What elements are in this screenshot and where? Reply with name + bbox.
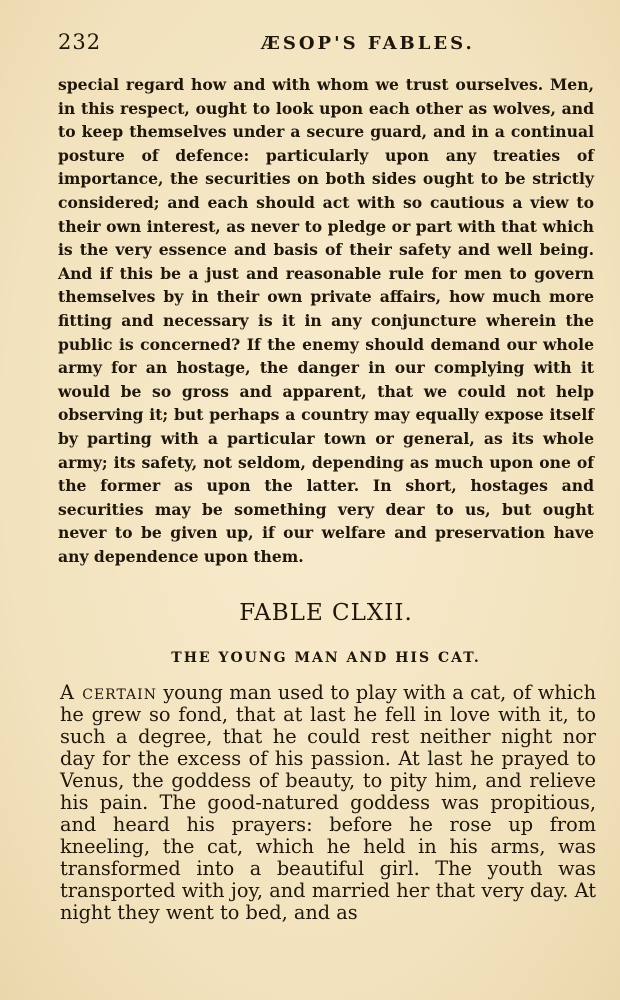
running-title: ÆSOP'S FABLES. bbox=[261, 33, 475, 54]
moral-paragraph: special regard how and with whom we trust ourselves. Men, in this respect, ought to look upon each other as wolves, and to keep themselves under a secure guard, and in a continual posture of defence: particularly upon any treaties of importance, the securities on both sides ought to be strictly considered; and each should act with so cautious a view to their own interest, as never to pledge or part with that which is the very essence and basis of their safety and well being. And if this be a just and reasonable rule for men to govern themselves by in their own private affairs, how much more fitting and necessary is it in any conjuncture wherein the public is concerned? If the enemy should demand our whole army for an hostage, the danger in our complying with it would be so gross and apparent, that we could not help observing it; but perhaps a country may equally expose itself by parting with a particular town or general, as its whole army; its safety, not seldom, depending as much upon one of the former as upon the latter. In short, hostages and securities may be something very dear to us, but ought never to be given up, if our welfare and preservation have any dependence upon them. bbox=[58, 75, 594, 566]
page-number: 232 bbox=[58, 30, 102, 54]
page-header bbox=[58, 30, 598, 60]
fable-body-text: young man used to play with a cat, of which he grew so fond, that at last he fell in love with it, to such a degree, that he could rest neither night nor day for the excess of his passion. At last he prayed to Venus, the goddess of beauty, to pity him, and relieve his pain. The good-natured goddess was propitious, and heard his prayers: before he rose up from kneeling, the cat, which he held in his arms, was transformed into a beautiful girl. The youth was transported with joy, and married her that very day. At night they went to bed, and as bbox=[60, 681, 596, 924]
fable-subtitle: THE YOUNG MAN AND HIS CAT. bbox=[171, 650, 481, 666]
fable-heading: FABLE CLXII. bbox=[239, 600, 413, 626]
fable-paragraph bbox=[60, 682, 596, 924]
fable-opening-words: A certain bbox=[60, 681, 157, 704]
